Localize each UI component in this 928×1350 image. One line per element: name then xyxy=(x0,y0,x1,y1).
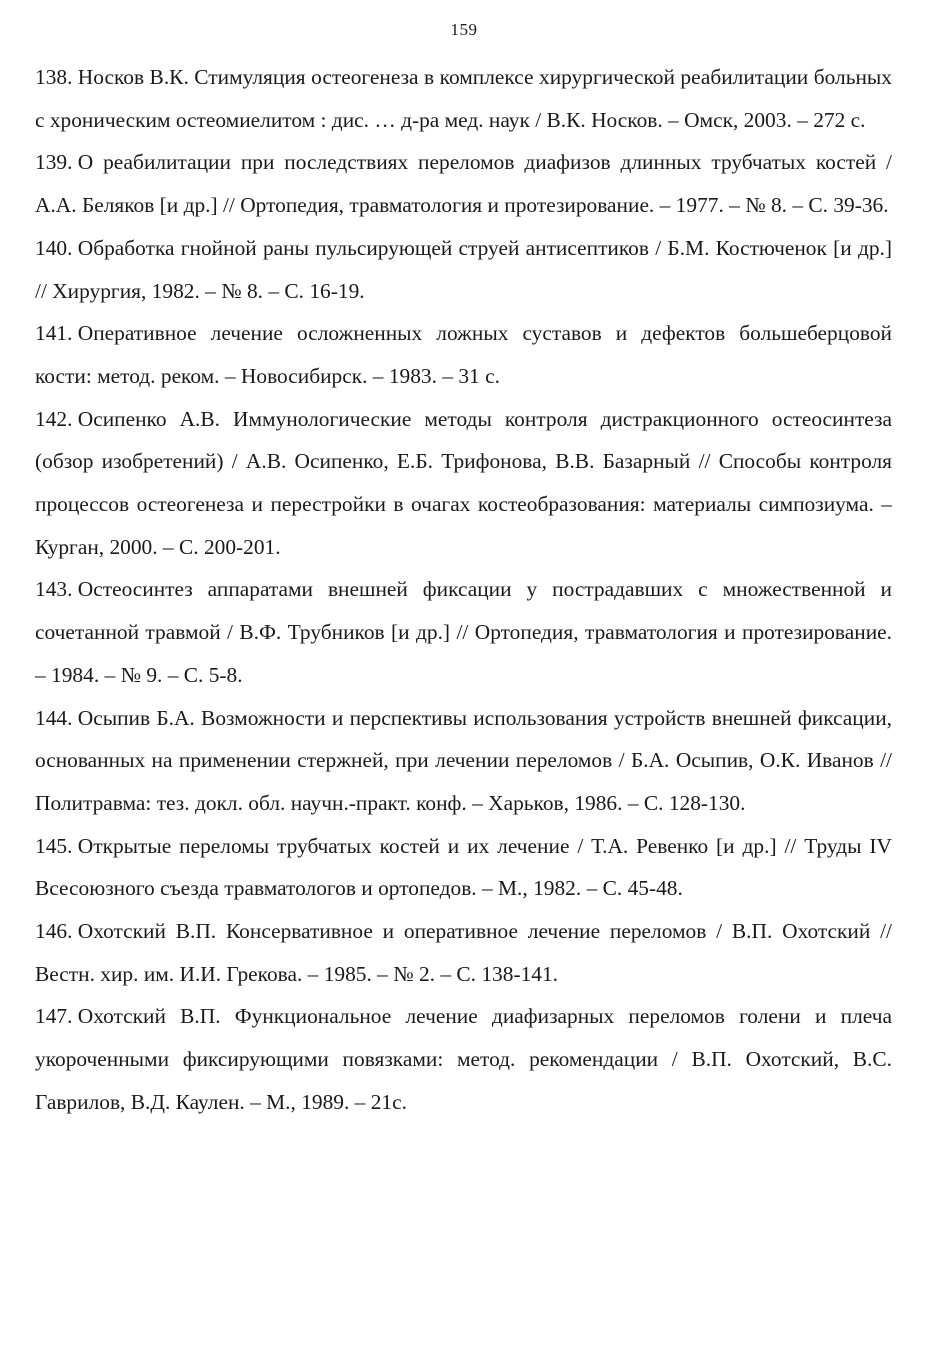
reference-number: 141. xyxy=(35,321,73,346)
reference-number: 147. xyxy=(35,1004,73,1029)
reference-text: Обработка гнойной раны пульсирующей струей антисептиков / Б.М. Костюченок [и др.] // Хирургия, 1982. – № 8. – С. 16-19. xyxy=(35,235,892,303)
reference-item xyxy=(35,227,892,312)
reference-text: Охотский В.П. Функциональное лечение диафизарных переломов голени и плеча укороченными фиксирующими повязками: метод. рекомендации / В.П. Охотский, В.С. Гаврилов, В.Д. Каулен. – М., 1989. – 21с. xyxy=(35,1004,892,1114)
reference-number: 138. xyxy=(35,65,73,89)
reference-list xyxy=(35,56,892,1124)
reference-number: 140. xyxy=(35,235,73,260)
reference-item xyxy=(35,995,892,1123)
reference-item xyxy=(35,910,892,995)
reference-text: Остеосинтез аппаратами внешней фиксации у пострадавших с множественной и сочетанной травмой / В.Ф. Трубников [и др.] // Ортопедия, травматология и протезирование. – 1984. – № 9. – С. 5-8. xyxy=(35,577,892,687)
reference-text: О реабилитации при последствиях переломов диафизов длинных трубчатых костей / А.А. Беляков [и др.] // Ортопедия, травматология и протезирование. – 1977. – № 8. – С. 39-36. xyxy=(35,150,892,218)
reference-number: 143. xyxy=(35,577,73,602)
reference-item xyxy=(35,398,892,569)
reference-text: Носков В.К. Стимуляция остеогенеза в комплексе хирургической реабилитации больных с хроническим остеомиелитом : дис. … д-ра мед. наук / В.К. Носков. – Омск, 2003. – 272 с. xyxy=(35,65,892,132)
reference-text: Оперативное лечение осложненных ложных суставов и дефектов большеберцовой кости: метод. реком. – Новосибирск. – 1983. – 31 с. xyxy=(35,321,892,388)
reference-text: Осыпив Б.А. Возможности и перспективы использования устройств внешней фиксации, основанных на применении стержней, при лечении переломов / Б.А. Осыпив, О.К. Иванов // Политравма: тез. докл. обл. научн.-практ. конф. – Харьков, 1986. – С. 128-130. xyxy=(35,705,892,815)
reference-number: 142. xyxy=(35,406,73,431)
reference-text: Осипенко А.В. Иммунологические методы контроля дистракционного остеосинтеза (обзор изобретений) / А.В. Осипенко, Е.Б. Трифонова, В.В. Базарный // Способы контроля процессов остеогенеза и перестройки в очагах костеобразования: материалы симпозиума. – Курган, 2000. – С. 200-201. xyxy=(35,406,892,559)
reference-item xyxy=(35,56,892,141)
page-number: 159 xyxy=(450,20,478,39)
reference-number: 146. xyxy=(35,919,73,944)
reference-number: 139. xyxy=(35,150,73,175)
reference-text: Открытые переломы трубчатых костей и их лечение / Т.А. Ревенко [и др.] // Труды IV Всесоюзного съезда травматологов и ортопедов. – М., 1982. – С. 45-48. xyxy=(35,833,892,901)
reference-item xyxy=(35,312,892,397)
reference-item xyxy=(35,825,892,910)
reference-number: 145. xyxy=(35,833,73,858)
reference-number: 144. xyxy=(35,705,73,730)
reference-item xyxy=(35,697,892,825)
reference-text: Охотский В.П. Консервативное и оперативное лечение переломов / В.П. Охотский // Вестн. хир. им. И.И. Грекова. – 1985. – № 2. – С. 138-141. xyxy=(35,919,892,986)
reference-item xyxy=(35,568,892,696)
reference-item xyxy=(35,141,892,226)
